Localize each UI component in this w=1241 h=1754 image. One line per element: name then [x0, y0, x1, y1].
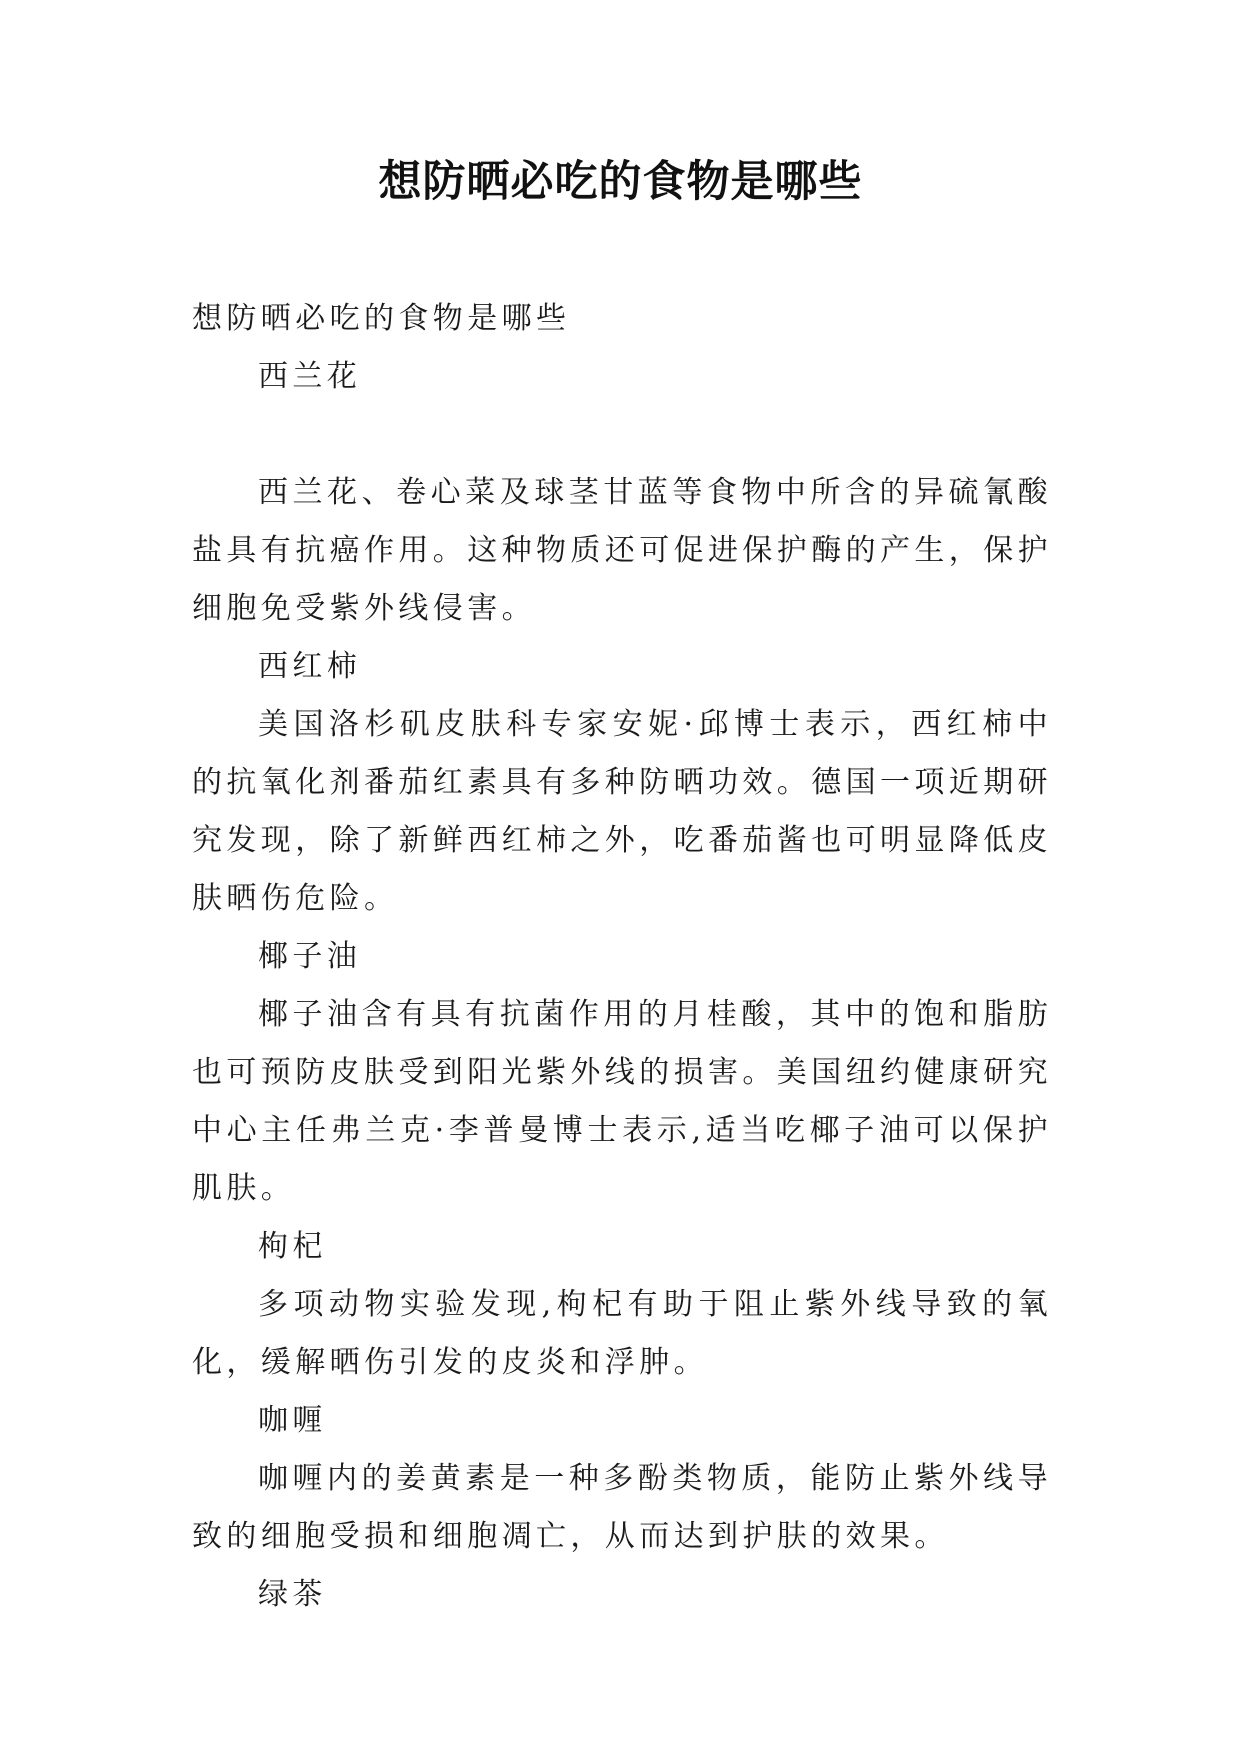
document-title: 想防晒必吃的食物是哪些	[378, 157, 863, 207]
section-heading-tomato: 西红柿	[258, 649, 362, 684]
section-heading-goji: 枸杞	[258, 1229, 327, 1264]
section-body-broccoli: 西兰花、卷心菜及球茎甘蓝等食物中所含的异硫氰酸盐具有抗癌作用。这种物质还可促进保护酶的产生，保护细胞免受紫外线侵害。	[192, 475, 1052, 626]
blank-line	[192, 406, 1052, 464]
section-body-goji: 多项动物实验发现,枸杞有助于阻止紫外线导致的氧化，缓解晒伤引发的皮炎和浮肿。	[192, 1287, 1052, 1380]
section-body-coconut-oil: 椰子油含有具有抗菌作用的月桂酸，其中的饱和脂肪也可预防皮肤受到阳光紫外线的损害。美国纽约健康研究中心主任弗兰克·李普曼博士表示,适当吃椰子油可以保护肌肤。	[192, 997, 1052, 1206]
section-heading-broccoli: 西兰花	[258, 359, 362, 394]
document-body	[192, 290, 1052, 1624]
intro-line: 想防晒必吃的食物是哪些	[192, 301, 571, 336]
section-heading-curry: 咖喱	[258, 1403, 327, 1438]
section-body-curry: 咖喱内的姜黄素是一种多酚类物质，能防止紫外线导致的细胞受损和细胞凋亡，从而达到护肤的效果。	[192, 1461, 1052, 1554]
section-heading-green-tea: 绿茶	[258, 1577, 327, 1612]
section-heading-coconut-oil: 椰子油	[258, 939, 362, 974]
section-body-tomato: 美国洛杉矶皮肤科专家安妮·邱博士表示，西红柿中的抗氧化剂番茄红素具有多种防晒功效。德国一项近期研究发现，除了新鲜西红柿之外，吃番茄酱也可明显降低皮肤晒伤危险。	[192, 707, 1052, 916]
